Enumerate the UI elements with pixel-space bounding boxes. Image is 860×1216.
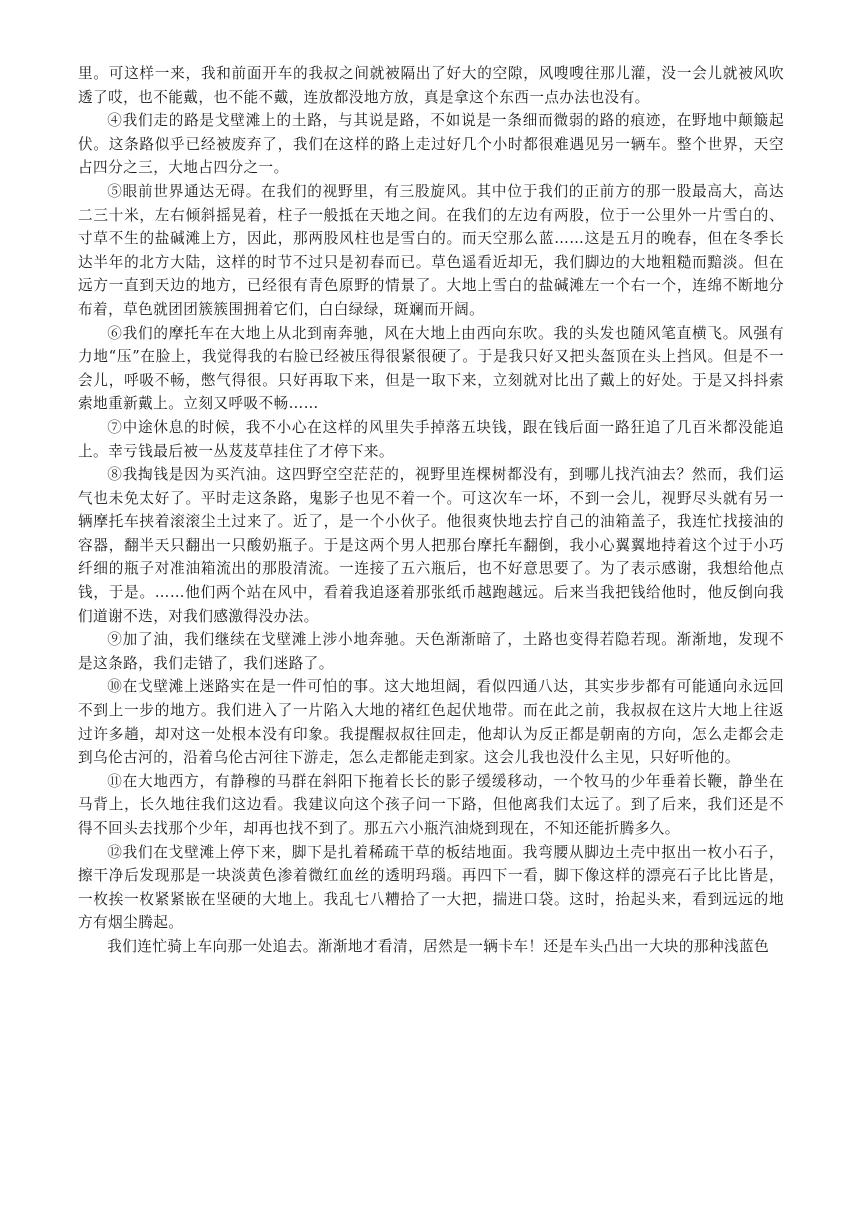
paragraph-9: ⑨加了油，我们继续在戈壁滩上涉小地奔驰。天色渐渐暗了，土路也变得若隐若现。渐渐地，发现不是这条路，我们走错了，我们迷路了。 (78, 631, 784, 672)
paragraph-5: ⑤眼前世界通达无碍。在我们的视野里，有三股旋风。其中位于我们的正前方的那一股最高大，高达二三十米，左右倾斜摇晃着，柱子一般抵在天地之间。在我们的左边有两股，位于一公里外一片雪白的、寸草不生的盐碱滩上方，因此，那两股风柱也是雪白的。而天空那么蓝……这是五月的晚春，但在冬季长达半年的北方大陆，这样的时节不过只是初春而已。草色遥看近却无，我们脚边的大地粗糙而黯淡。但在远方一直到天边的地方，已经很有青色原野的情景了。大地上雪白的盐碱滩左一个右一个，连绵不断地分布着，草色就团团簇簇围拥着它们，白白绿绿，斑斓而开阔。 (78, 182, 784, 318)
paragraph-11: ⑪在大地西方，有静穆的马群在斜阳下拖着长长的影子缓缓移动，一个牧马的少年垂着长鞭，静坐在马背上，长久地往我们这边看。我建议向这个孩子问一下路，但他离我们太远了。到了后来，我们还是不得不回头去找那个少年，却再也找不到了。那五六小瓶汽油烧到现在，不知还能折腾多久。 (78, 772, 784, 837)
paragraph-13: 我们连忙骑上车向那一处追去。渐渐地才看清，居然是一辆卡车！还是车头凸出一大块的那种浅蓝色 (107, 937, 770, 955)
paragraph-continuation: 里。可这样一来，我和前面开车的我叔之间就被隔出了好大的空隙，风嗖嗖往那儿灌，没一会儿就被风吹透了哎，也不能戴，也不能不戴，连放都没地方放，真是拿这个东西一点办法也没有。 (78, 65, 784, 106)
paragraph-4: ④我们走的路是戈壁滩上的土路，与其说是路，不如说是一条细而微弱的路的痕迹，在野地中颠簸起伏。这条路似乎已经被废弃了，我们在这样的路上走过好几个小时都很难遇见另一辆车。整个世界，天空占四分之三，大地占四分之一。 (78, 112, 784, 177)
paragraph-6: ⑥我们的摩托车在大地上从北到南奔驰，风在大地上由西向东吹。我的头发也随风笔直横飞。风强有力地“压”在脸上，我觉得我的右脸已经被压得很紧很硬了。于是我只好又把头盔顶在头上挡风。但是不一会儿，呼吸不畅，憋气得很。只好再取下来，但是一取下来，立刻就对比出了戴上的好处。于是又抖抖索索地重新戴上。立刻又呼吸不畅…… (78, 324, 784, 413)
paragraph-12: ⑫我们在戈壁滩上停下来，脚下是扎着稀疏干草的板结地面。我弯腰从脚边土壳中抠出一枚小石子，擦干净后发现那是一块淡黄色渗着微红血丝的透明玛瑙。再四下一看，脚下像这样的漂亮石子比比皆是，一枚挨一枚紧紧嵌在坚硬的大地上。我乱七八糟拾了一大把，揣进口袋。这时，抬起头来，看到远远的地方有烟尘腾起。 (78, 843, 784, 932)
paragraph-8: ⑧我掏钱是因为买汽油。这四野空空茫茫的，视野里连棵树都没有，到哪儿找汽油去？然而，我们运气也未免太好了。平时走这条路，鬼影子也见不着一个。可这次车一坏，不到一会儿，视野尽头就有另一辆摩托车挟着滚滚尘土过来了。近了，是一个小伙子。他很爽快地去拧自己的油箱盖子，我连忙找接油的容器，翻半天只翻出一只酸奶瓶子。于是这两个男人把那台摩托车翻倒，我小心翼翼地持着这个过于小巧纤细的瓶子对准油箱流出的那股清流。一连接了五六瓶后，也不好意思要了。为了表示感谢，我想给他点钱，于是。……他们两个站在风中，看着我追逐着那张纸币越跑越远。后来当我把钱给他时，他反倒向我们道谢不迭，对我们感激得没办法。 (78, 466, 784, 625)
paragraph-10: ⑩在戈壁滩上迷路实在是一件可怕的事。这大地坦阔，看似四通八达，其实步步都有可能通向永远回不到上一步的地方。我们进入了一片陷入大地的褚红色起伏地带。而在此之前，我叔叔在这片大地上往返过许多趟，却对这一处根本没有印象。我提醒叔叔往回走，他却认为反正都是朝南的方向，怎么走都会走到乌伦古河的，沿着乌伦古河往下游走，怎么走都能走到家。这会儿我也没什么主见，只好听他的。 (78, 678, 784, 767)
document-page (78, 62, 784, 959)
paragraph-7: ⑦中途休息的时候，我不小心在这样的风里失手掉落五块钱，跟在钱后面一路狂追了几百米都没能追上。幸亏钱最后被一丛芨芨草挂住了才停下来。 (78, 418, 784, 460)
